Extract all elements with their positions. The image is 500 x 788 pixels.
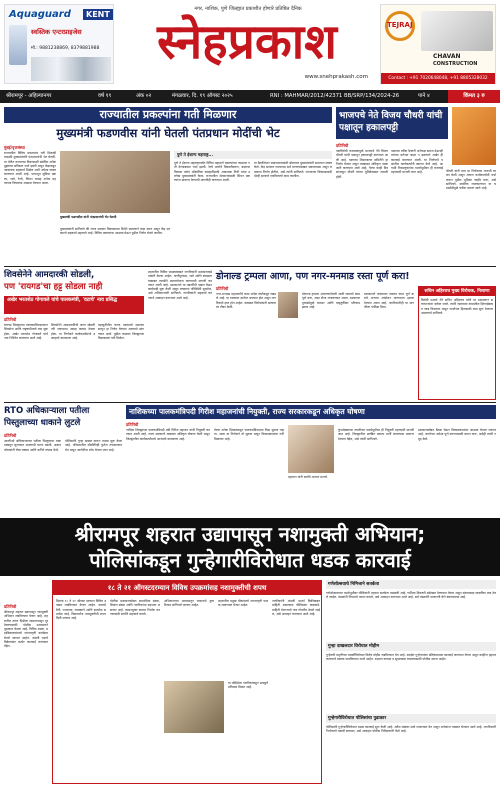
lead-headline-line1: श्रीरामपूर शहरात उद्यापासून नशामुक्ती अभियान; [74,522,426,546]
story-headline: भाजपचे नेते विजय चौधरी यांची पक्षातून हकालपट्टी [336,107,448,139]
politician-photo[interactable] [278,292,298,318]
feature-col1: दिनांक १८ ते २१ ऑगस्ट दरम्यान विविध उपक्रम राबविण्यात येणार आहेत. यामध्ये रॅली, पथनाट्य, व्याख्याने आणि स्पर्धांचा समावेश आहे. विद्यार्थ्यांना नशामुक्तीची शपथ दिली जाणार आहे. [56,599,106,621]
lead-feature-box [52,580,322,784]
story-column-mid: शहरातील विविध समस्यांबाबत नागरिकांनी प्रशासनाकडे तक्रारी केल्या आहेत. पाणीपुरवठा, रस्ते आणि स्वच्छता याबाबत तातडीने उपाययोजना करण्याची मागणी करण्यात आली आहे. प्रशासनाने या तक्रारींची दखल घेऊन कार्यवाही सुरू केली असून लवकरच परिस्थिती सुधारेल, असे अधिकाऱ्यांनी सांगितले. नागरिकांनी सहकार्य करण्याचे आवाहन करण्यात आले आहे. [148,270,212,300]
story-body-col4: कुंभमेळ्याच्या तयारीच्या पार्श्वभूमीवर ही नियुक्ती महत्त्वाची मानली जात आहे. जिल्ह्यातील प्रलंबित प्रकल्प मार्गी लावण्यास प्राधान्य देण्यात येईल, असे त्यांनी सांगितले. [338,428,414,441]
story-body-col3: प्रशासनाने लवकरात लवकर काम पूर्ण करावे अन्यथा आंदोलन करण्याचा इशारा देण्यात आला आहे. नागरिकांनीही या मागणीला पाठिंबा दिला. [364,292,414,309]
side-box-body-1: गणेशोत्सवाच्या पार्श्वभूमीवर पोलिसांनी शहरात सतर्कता वाढवली आहे. गर्दीच्या ठिकाणी बंदोबस्त ठेवण्यात येणार असून संशयास्पद व्यक्तींवर लक्ष ठेवले जाईल. मंडळांनी नियमांचे पालन करावे, असे आवाहन करण्यात आले आहे. सर्व मंडळांनी परवानगी घेणे बंधनकारक आहे. [326,591,496,600]
story-byline: प्रतिनिधी [4,317,17,322]
story-byline: प्रतिनिधी [216,286,229,291]
story-kicker: शिवसेनेने आमदारकी सोडली, [4,270,95,280]
photo-caption: मुख्यमंत्री फडणवीस यांनी पंतप्रधानांची भेट घेतली [60,215,117,219]
issue-info-bar [0,90,500,103]
lead-story-banner[interactable] [0,518,500,576]
feature-col2: पोलीस प्रशासनासोबत सामाजिक संस्था, शिक्षण संस्था आणि नागरिकांचा सहभाग असणार आहे. व्यसनमुक्त समाज निर्माण करण्यासाठी सर्वांनी सहकार्य करावे. [110,599,160,616]
contact-strip: Contact : +91 7020648048, +91 8805328032 [381,73,495,84]
subhead-text: पुणे ते ईशान्य महाराष्ट्र... [177,152,213,157]
side-column [326,580,496,784]
story-body-col3: पुणे ते ईशान्य महाराष्ट्रापर्यंत विविध महामार्ग प्रकल्पांच्या कामाला गती देण्याबाबत चर्चा झाली. रेल्वे मार्गांचे विस्तारीकरण, बंदरांचा विकास तसेच औद्योगिक वसाहतींसाठी आवश्यक निधी यांचा उल्लेख मुख्यमंत्र्यांनी केला. राज्यातील शेतकऱ्यांसाठी सिंचन प्रकल्पांना प्राधान्य देण्याची मागणीही करण्यात आली. [174,161,250,183]
story-headline: पण 'रायगड'चा हट्ट सोडला नाही [4,282,103,292]
price-badge: किंमत ३ रु [448,90,500,103]
side-box-title: सचिन अहिरराव मुख्य विरोधक, निशाणा [419,287,495,296]
story-body-col2: डोनाल्ड ट्रम्पला आणण्याऐवजी आधी रस्त्याचे काम पूर्ण करा, असा टोला लगावण्यात आला. रस्त्याच्या दुरवस्थेमुळे व्यापार आणि वाहतुकीवर परिणाम झाला आहे. [302,292,360,309]
story-headline: नाशिकच्या पालकमंत्रिपदी गिरीश महाजनांची नियुक्ती, राज्य सरकारकडून अधिकृत घोषणा [126,405,496,419]
story-rto-robbery[interactable] [4,405,122,513]
side-box-title-3: गुन्हेगारीविरोधात पोलिसांचा पुढाकार [326,714,496,723]
kent-logo: KENT [83,9,113,20]
story-bjp-expulsion[interactable] [336,107,496,263]
story-body-col1: नगर-मनमाड महामार्गाचे काम अनेक वर्षांपासून रखडले आहे. या रस्त्यावर दररोज अपघात होत असून नागरिकांचे हाल होत आहेत. याबाबत विरोधकांनी सरकारवर टीका केली. [216,292,276,309]
story-headline: मुख्यमंत्री फडणवीस यांनी घेतली पंतप्रधान मोदींची भेट [56,126,280,140]
feature-title: १८ ते २१ ऑगस्टदरम्यान विविध उपक्रमांसह नशामुक्तीची शपथ [53,581,321,595]
story-byline: प्रतिनिधी [126,422,139,427]
lead-headline-line2: पोलिसांकडून गुन्हेगारीविरोधात धडक कारवाई [89,548,411,572]
story-byline: मुंबई/वृत्तसंस्था [4,145,25,150]
meeting-photo[interactable] [60,151,170,213]
side-box [418,286,496,400]
feature-col5: नागरिकांनी अंमली पदार्थ विक्रीबाबत माहिती असल्यास पोलिसांना कळवावे. माहिती देणाऱ्याचे नाव गोपनीय ठेवले जाईल, असे आवाहन करण्यात आले आहे. [272,599,320,616]
story-body-col4: या बैठकीनंतर प्रसारमाध्यमांशी बोलताना मुख्यमंत्र्यांनी समाधान व्यक्त केले. केंद्र सरकार राज्याच्या सर्व मागण्यांबाबत सकारात्मक असून लवकरच निर्णय होतील, असे त्यांनी सांगितले. राज्याच्या विकासासाठी दोन्ही सरकारे एकत्रितपणे काम करतील. [254,161,332,178]
shop-name: स्वस्तिक एन्टरप्राइजेस [31,28,82,36]
website-link[interactable]: www.snehprakash.com [304,74,368,80]
story-body-col1: रायगड जिल्ह्याच्या पालकमंत्रिपदावरून शिवसेना आणि राष्ट्रवादीमध्ये वाद सुरू होता. अखेर भरतशेठ गोगावले यांचे नाव निश्चित करण्यात आले आहे. [4,323,48,340]
date-label: मंगळवार, दि. १९ ऑगस्ट २०२५ [172,93,233,99]
story-body-col3: महायुतीतील घटक पक्षांमध्ये समन्वय साधून हा निर्णय घेण्यात आल्याचे सांगण्यात आले. पुढील काळात जिल्ह्याच्या विकासाला गती मिळेल. [98,323,144,340]
story-body-col2: गेल्या अनेक दिवसांपासून पालकमंत्रिपदाचा तिढा सुटला नव्हता. आता या निर्णयाने तो सुटला असून विकासकामांना गती मिळणार आहे. [214,428,284,441]
story-subhead [174,151,332,159]
story-nashik-minister[interactable] [126,405,496,513]
story-kicker: राज्यातील प्रकल्पांना गती मिळणार [4,107,332,123]
minister-photo[interactable] [288,425,334,473]
side-box-title-2: गुन्हा दाखलदार विरोधात मोहीम [326,642,496,651]
police-officer-photo[interactable] [164,681,224,733]
story-subhead: अखेर भरतशेठ गोगावले यांचे पालकमंत्री, 'वटाचे' नाव प्रसिद्ध [4,296,144,314]
aquaguard-logo: Aquaguard [9,9,71,20]
lead-story-body [4,580,496,784]
feature-col3: अभियानाच्या माध्यमातून व्यसनाचे दुष्परिणाम सांगितले जाणार आहेत. [164,599,214,608]
story-headline: डोनाल्ड ट्रम्पला आणा, पण नगर-मनमाड रस्ता पूर्ण करा! [216,271,410,282]
story-body-col2: शिवसेनेने आमदारकीची जागा सोडली तरी रायगडचा आग्रह कायम ठेवला होता. या निर्णयाने कार्यकर्त्यांमध्ये उत्साहाचे वातावरण आहे. [51,323,95,340]
side-box-body: विरोधी पक्षाचे नेते सचिन अहिरराव यांनी या प्रश्नावरून सत्ताधाऱ्यांना धारेवर धरले. त्यांनी रस्त्याच्या कामातील दिरंगाईबाबत जाब विचारला असून जनतेच्या हितासाठी लढा सुरू ठेवणार असल्याचे सांगितले. [421,298,493,315]
year-label: वर्ष १९ [98,93,112,99]
appliance-strip [31,57,111,81]
newspaper-tagline: नगर, नाशिक, पुणे जिल्ह्यात प्रकाशीत होणारे प्रतिष्ठित दैनिक [194,6,302,12]
story-body-col1: राज्यातील विविध प्रकल्पांना गती मिळावी यासाठी मुख्यमंत्र्यांनी पंतप्रधानांची भेट घेतली. या भेटीत राज्याच्या विकासाशी संबंधित अनेक मुद्द्यांवर सविस्तर चर्चा झाली असून केंद्राकडून आवश्यक सहकार्य मिळेल अशी अपेक्षा व्यक्त करण्यात आली आहे. पायाभूत सुविधा प्रकल्प, रस्ते, रेल्वे, सिंचन यासह अनेक महत्वाच्या विषयांचा आढावा घेण्यात आला. [4,151,56,186]
feature-col4: शहरातील प्रमुख चौकांमध्ये जनजागृती फलक लावण्यात येणार आहेत. [218,599,268,608]
story-body-col5: प्रशासनासोबत बैठक घेऊन विकासकामांचा आढावा घेतला जाणार आहे. जनतेच्या अपेक्षा पूर्ण करण्यासाठी प्रयत्न करू, असेही त्यांनी नमूद केले. [418,428,496,441]
story-body-col2: पक्षाच्या वरिष्ठ नेत्यांनी अनेकदा समज देऊनही त्यांच्या वर्तनात बदल न झाल्याने अखेर ही कारवाई करण्यात आली. या निर्णयाचे पक्षातील कार्यकर्त्यांनी स्वागत केले आहे. आगामी निवडणुकांच्या पार्श्वभूमीवर ही कारवाई महत्त्वाची मानली जात आहे. [391,149,443,175]
left-advertisement[interactable] [4,4,114,84]
story-body-col1: नाशिक जिल्ह्याच्या पालकमंत्रिपदी मंत्री गिरीश महाजन यांची नियुक्ती करण्यात आली आहे. राज्य सरकारने याबाबत अधिकृत घोषणा केली असून जिल्ह्यातील कार्यकर्त्यांमध्ये आनंदाचे वातावरण आहे. [126,428,210,441]
story-headline: RTO अधिकाऱ्याला पतीला पिस्तुलाच्या धाकाने लुटले [4,406,90,428]
story-body-col3: चौधरी यांनी मात्र या निर्णयावर नाराजी व्यक्त केली असून आपण कार्यकर्त्यांशी चर्चा करून पुढील भूमिका जाहीर करू, असे सांगितले. स्थानिक राजकारणात या घडामोडीमुळे चर्चेला उधाण आले आहे. [446,169,496,191]
side-box-title-1: गणेशोत्सवाचे निमित्ताने सतर्कता [326,580,496,589]
story-body-col1: पक्षविरोधी कारवायांमुळे भाजपचे नेते विजय चौधरी यांची पक्षातून हकालपट्टी करण्यात आली आहे. पक्षाच्या शिस्तपालन समितीने हा निर्णय घेतला असून त्याबाबत अधिकृत पत्रक जारी करण्यात आले आहे. गेल्या काही दिवसांपासून चौधरी यांच्या भूमिकेबाबत नाराजी होती. [336,149,388,179]
right-advertisement[interactable] [380,4,496,84]
story-byline: प्रतिनिधी [336,143,349,148]
pages-label: पाने ४ [418,93,430,99]
story-body-col3: महाजन यांनी सर्वांचे आभार मानले. [288,475,328,479]
leader-photo[interactable] [452,107,496,165]
story-body-col2: मुख्यमंत्र्यांनी सांगितले की राज्य सरकार विकासाच्या दिशेने सातत्याने काम करत असून केंद्र सरकारचे सहकार्य महत्वाचे आहे. विविध प्रकल्पांचा आढावा घेऊन पुढील निर्णय घेतले जातील. [60,227,170,236]
story-byline: प्रतिनिधी [4,433,17,438]
story-byline: प्रतिनिधी [4,604,17,609]
tejraj-brand: TEJRAJ [387,21,413,29]
place-label: श्रीरामपूर - अहिल्यानगर [6,93,52,99]
newspaper-title: स्नेहप्रकाश [157,14,337,70]
business-type: CONSTRUCTION [433,61,478,67]
issue-number: अंक ०२ [136,93,152,99]
section-divider [4,266,496,267]
side-box-body-2: गुन्हेगारी प्रवृत्तीच्या व्यक्तींविरोधात विशेष मोहीम राबविण्यात येत आहे. सराईत गुन्हेगारांवर प्रतिबंधात्मक कारवाई करण्यात येणार असून काहींना हद्दपार करण्याचे प्रस्ताव पाठविण्यात आले आहेत. शहरात कायदा व सुव्यवस्था राखण्यासाठी पोलीस सज्ज आहेत. [326,653,496,662]
shop-phone: मो.: 9881238869, 8379881988 [31,46,100,51]
rni-label: RNI : MAHMAR/2012/42371 BB/SRP/134/2024-26 [270,93,400,99]
story-body-col2: पोलिसांनी गुन्हा दाखल करून तपास सुरू केला आहे. परिसरातील सीसीटीव्ही फुटेज तपासण्यात येत असून आरोपींचा शोध घेतला जात आहे. [65,439,122,452]
truck-image [421,11,493,51]
owner-name: CHAVAN [433,53,461,60]
side-box-body-3: पोलिसांनी गुन्हेगारीविरोधात धडक कारवाई सुरू केली आहे. अवैध धंद्यांवर छापे टाकण्यात येत असून अनेकांना ताब्यात घेण्यात आले आहे. नागरिकांनी निर्भयपणे तक्रारी द्याव्यात, असे आवाहन पोलीस निरीक्षकांनी केले आहे. [326,725,496,734]
water-purifier-image [9,25,27,65]
lead-col1: श्रीरामपूर शहरात उद्यापासून नशामुक्ती अभियान राबविण्यात येणार आहे. शहरातील तरुण पिढीला व्यसनापासून दूर ठेवण्यासाठी पोलीस प्रशासनाने पुढाकार घेतला आहे. विविध शाळा, महाविद्यालयांमध्ये जनजागृती कार्यक्रम घेतले जाणार आहेत. अंमली पदार्थ विक्रेत्यांवर कठोर कारवाई करण्यात येईल. [4,610,48,649]
section-divider [4,402,496,403]
feature-col6: या मोहिमेला नागरिकांकडून उत्स्फूर्त प्रतिसाद मिळत आहे. [228,681,268,690]
story-road-demand[interactable] [216,270,496,400]
masthead [0,0,500,90]
story-pm-meeting[interactable] [4,107,332,263]
story-raigad[interactable] [4,270,144,400]
story-body-col1: आरटीओ अधिकाऱ्याच्या पतीला पिस्तुलाचा धाक दाखवून लुटण्यात आल्याची घटना घडली. अज्ञात चोरट्यांनी रोख रक्कम आणि दागिने लंपास केले. [4,439,61,452]
